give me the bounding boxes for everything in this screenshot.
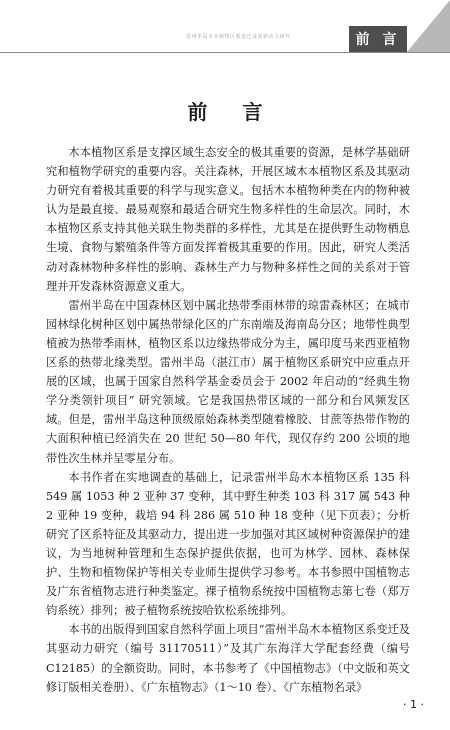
running-header <box>0 0 450 60</box>
page-title: 前 言 <box>187 100 277 124</box>
section-tab: 前 言 <box>349 26 407 52</box>
paragraph: 本书作者在实地调查的基础上，记录雷州半岛木本植物区系 135 科 549 属 1053 种 2 亚种 37 变种，其中野生种类 103 科 317 属 543 种 2 亚种 19 变种，栽培 94 科 286 属 510 种 18 变种（见下页表）；分析研究了区系特征及其驱动力，提出进一步加强对其区域树种资源保护的建议，为当地树种管理和生态保护提供依据，也可为林学、园林、森林保护、生物和植物保护等相关专业师生提供学习参考。本书参照中国植物志及广东省植物志进行种类鉴定。裸子植物系统按中国植物志第七卷（郑万钧系统）排列；被子植物系统按哈钦松系统排列。 <box>46 470 410 618</box>
header-corner-decoration <box>407 0 450 52</box>
header-rule <box>0 52 450 53</box>
header-note: 雷州半岛木本植物区系变迁及其驱动力研究 <box>186 34 291 40</box>
paragraph: 雷州半岛在中国森林区划中属北热带季雨林带的琼雷森林区；在城市园林绿化树种区划中属热带绿化区的广东南端及海南岛分区；地带性典型植被为热带季雨林，植物区系以边缘热带成分为主，属印度马来西亚植物区系的热带北缘类型。雷州半岛（湛江市）属于植物区系研究中应重点开展的区域，也属于国家自然科学基金委员会于 2002 年启动的“经典生物学分类领针项目” 研究领域。它是我国热带区域的一部分和台风频发区域。但是，雷州半岛这种顶级原始森林类型随着橡胶、甘蔗等热带作物的大面积种植已经消失在 20 世纪 50—80 年代，现仅存约 200 公顷的地带性次生林并呈零星分布。 <box>46 298 410 465</box>
paragraph: 本书的出版得到国家自然科学面上项目“雷州半岛木本植物区系变迁及其驱动力研究（编号 31170511）”及其广东海洋大学配套经费（编号 C12185）的全额资助。同时，本书参考了《中国植物志》（中文版和英文修订版相关卷册）、《广东植物志》（1～10 卷）、《广东植物名录》 <box>46 623 410 694</box>
body-text <box>46 143 410 697</box>
page-number: · 1 · <box>403 698 424 711</box>
paragraph: 木本植物区系是支撑区域生态安全的极其重要的资源，是林学基础研究和植物学研究的重要内容。关注森林，开展区域木本植物区系及其驱动力研究有着极其重要的科学与现实意义。包括木本植物种类在内的物种被认为是最直接、最易观察和最适合研究生物多样性的生命层次。同时，木本植物区系支持其他关联生物类群的多样性，尤其是在提供野生动物栖息生境、食物与繁殖条件等方面发挥着极其重要的作用。因此，研究人类活动对森林物种多样性的影响、森林生产力与物种多样性之间的关系对于管理并开发森林资源意义重大。 <box>46 146 410 293</box>
